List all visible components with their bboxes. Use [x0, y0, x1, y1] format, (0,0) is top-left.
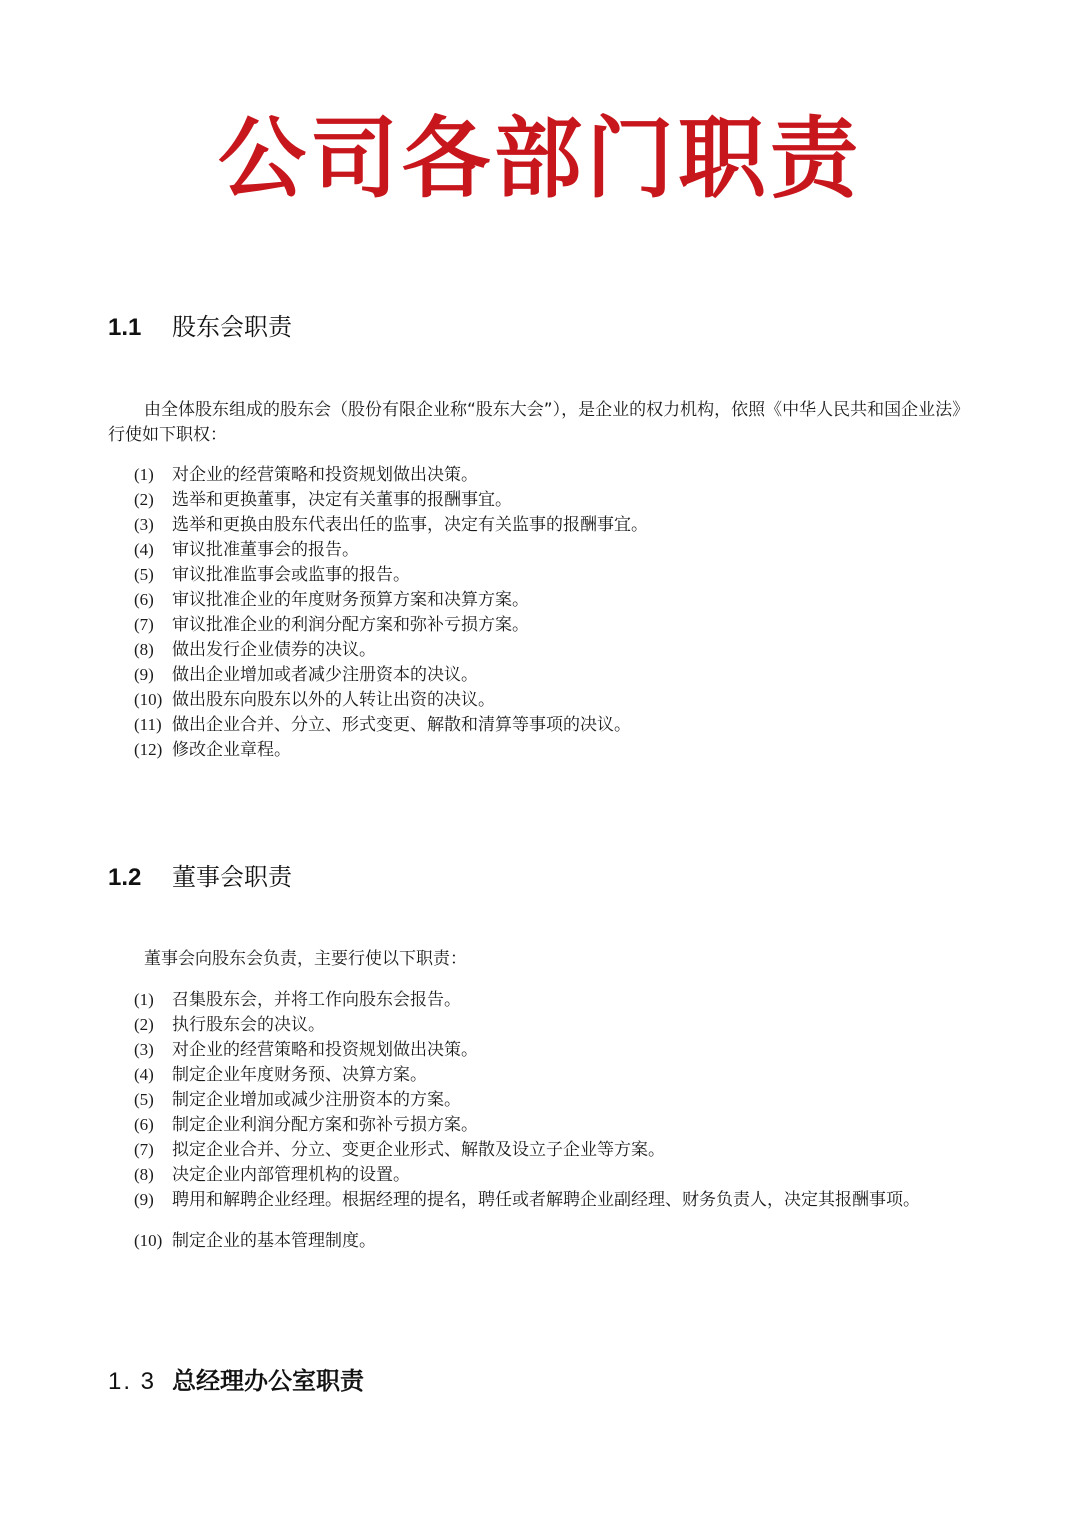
- list-item: [134, 487, 648, 512]
- item-index: (12): [134, 740, 163, 759]
- list-item: [134, 512, 648, 537]
- list-item: [134, 1062, 920, 1087]
- list-item: [134, 1187, 920, 1228]
- item-text: 审议批准企业的利润分配方案和弥补亏损方案。: [172, 615, 529, 635]
- duties-list-1-2: [134, 987, 920, 1253]
- item-index: (7): [134, 615, 154, 634]
- list-item: [134, 637, 648, 662]
- list-item: [134, 737, 648, 762]
- item-text: 决定企业内部管理机构的设置。: [172, 1165, 410, 1185]
- list-item: [134, 537, 648, 562]
- item-index: (5): [134, 1090, 154, 1109]
- item-text: 审议批准企业的年度财务预算方案和决算方案。: [172, 590, 529, 610]
- section-intro-1-1: 由全体股东组成的股东会（股份有限企业称“股东大会”），是企业的权力机构，依照《中华人民共和国企业法》行使如下职权：: [108, 400, 970, 445]
- item-text: 对企业的经营策略和投资规划做出决策。: [172, 1040, 478, 1060]
- section-number: 1. 3: [108, 1368, 157, 1395]
- list-item: [134, 1087, 920, 1112]
- item-text: 选举和更换董事，决定有关董事的报酬事宜。: [172, 490, 512, 510]
- item-text: 选举和更换由股东代表出任的监事，决定有关监事的报酬事宜。: [172, 515, 648, 535]
- item-index: (9): [134, 665, 154, 684]
- section-number: 1.1: [108, 314, 142, 341]
- section-title: 董事会职责: [172, 863, 292, 891]
- section-heading-1-2: [108, 861, 292, 894]
- item-index: (3): [134, 1040, 154, 1059]
- item-text: 做出企业增加或者减少注册资本的决议。: [172, 665, 478, 685]
- list-item: [134, 1162, 920, 1187]
- section-number: 1.2: [108, 864, 142, 891]
- item-text: 审议批准董事会的报告。: [172, 540, 359, 560]
- item-index: (10): [134, 1231, 163, 1250]
- section-heading-1-3: [108, 1365, 364, 1398]
- list-item: [134, 462, 648, 487]
- item-index: (1): [134, 465, 154, 484]
- list-item: [134, 687, 648, 712]
- item-index: (11): [134, 715, 162, 734]
- item-index: (6): [134, 1115, 154, 1134]
- item-index: (10): [134, 690, 163, 709]
- section-title: 股东会职责: [172, 313, 292, 341]
- list-item: [134, 587, 648, 612]
- item-index: (8): [134, 1165, 154, 1184]
- list-item: [134, 662, 648, 687]
- list-item: [134, 562, 648, 587]
- section-title: 总经理办公室职责: [172, 1367, 364, 1395]
- item-text: 做出发行企业债券的决议。: [172, 640, 376, 660]
- item-index: (4): [134, 540, 154, 559]
- item-index: (3): [134, 515, 154, 534]
- item-text: 对企业的经营策略和投资规划做出决策。: [172, 465, 478, 485]
- item-index: (9): [134, 1190, 154, 1209]
- item-index: (4): [134, 1065, 154, 1084]
- duties-list-1-1: [134, 462, 648, 762]
- page-title: 公司各部门职责: [217, 107, 862, 210]
- item-text: 做出企业合并、分立、形式变更、解散和清算等事项的决议。: [172, 715, 631, 735]
- item-index: (8): [134, 640, 154, 659]
- list-item: [134, 612, 648, 637]
- item-text: 做出股东向股东以外的人转让出资的决议。: [172, 690, 495, 710]
- item-text: 制定企业增加或减少注册资本的方案。: [172, 1090, 461, 1110]
- section-intro-1-2: 董事会向股东会负责，主要行使以下职责：: [144, 949, 467, 969]
- item-index: (7): [134, 1140, 154, 1159]
- item-text: 审议批准监事会或监事的报告。: [172, 565, 410, 585]
- item-index: (1): [134, 990, 154, 1009]
- item-index: (6): [134, 590, 154, 609]
- item-text: 制定企业的基本管理制度。: [172, 1231, 376, 1251]
- item-text: 召集股东会，并将工作向股东会报告。: [172, 990, 461, 1010]
- item-text: 修改企业章程。: [172, 740, 291, 760]
- list-item: [134, 1012, 920, 1037]
- item-index: (5): [134, 565, 154, 584]
- item-text: 拟定企业合并、分立、变更企业形式、解散及设立子企业等方案。: [172, 1140, 665, 1160]
- list-item: [134, 712, 648, 737]
- list-item: [134, 1137, 920, 1162]
- section-heading-1-1: [108, 311, 292, 344]
- list-item: [134, 987, 920, 1012]
- item-text: 制定企业年度财务预、决算方案。: [172, 1065, 427, 1085]
- item-index: (2): [134, 490, 154, 509]
- item-text: 聘用和解聘企业经理。根据经理的提名，聘任或者解聘企业副经理、财务负责人，决定其报酬事项。: [172, 1190, 920, 1210]
- item-text: 制定企业利润分配方案和弥补亏损方案。: [172, 1115, 478, 1135]
- item-text: 执行股东会的决议。: [172, 1015, 325, 1035]
- list-item: [134, 1112, 920, 1137]
- item-index: (2): [134, 1015, 154, 1034]
- list-item: [134, 1228, 920, 1253]
- list-item: [134, 1037, 920, 1062]
